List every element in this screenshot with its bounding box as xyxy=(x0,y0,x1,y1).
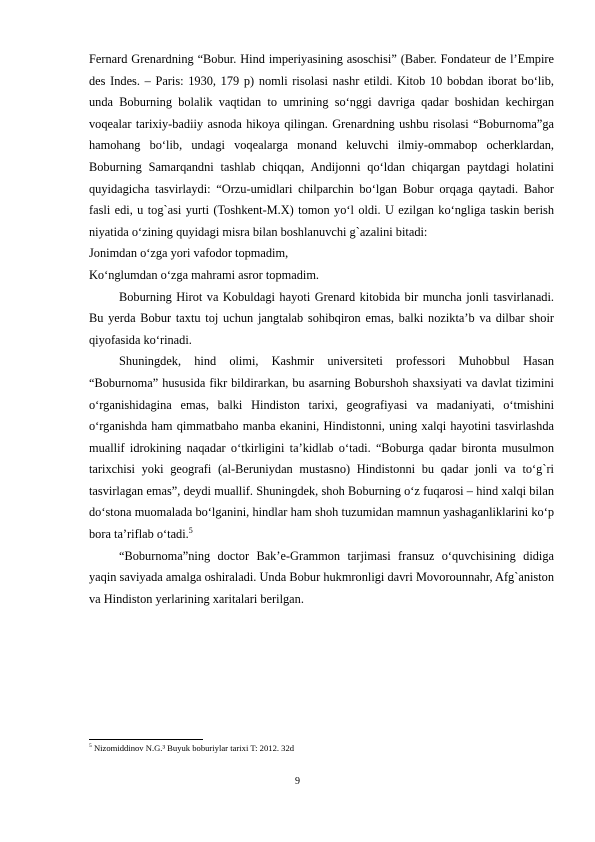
footnote xyxy=(89,743,294,754)
page-number: 9 xyxy=(295,776,300,787)
verse-line-2: Ko‘nglumdan o‘zga mahrami asror topmadim. xyxy=(89,267,320,282)
footnote-divider xyxy=(89,739,203,740)
body-text xyxy=(89,49,554,610)
paragraph-grenard: Fernard Grenardning “Bobur. Hind imperiyasining asoschisi” (Baber. Fondateur de l’Empire des Indes. – Paris: 1930, 179 p) nomli risolasi nashr etildi. Kitob 10 bobdan iborat bo‘lib, unda Boburning bolalik vaqtidan to umrining so‘nggi davriga qadar boshidan kechirgan voqealar tarixiy-badiiy asnoda hikoya qilingan. Grenardning ushbu risolasi “Boburnoma”ga hamohang bo‘lib, undagi voqealarga monand keluvchi ilmiy-ommabop ocherklardan, Boburning Samarqandni tashlab chiqqan, Andijonni qo‘ldan chiqargan paytdagi holatini quyidagicha tasvirlaydi: “Orzu-umidlari chilparchin bo‘lgan Bobur orqaga qaytadi. Bahor fasli edi, u tog`asi yurti (Toshkent-M.X) tomon yo‘l oldi. U ezilgan ko‘ngliga taskin berish niyatida o‘zining quyidagi misra bilan boshlanuvchi g`azalini bitadi: xyxy=(89,52,554,239)
paragraph-translation: “Boburnoma”ning doctor Bak’e-Grammon tarjimasi fransuz o‘quvchisining didiga yaqin saviyada amalga oshiraladi. Unda Bobur hukmronligi davri Movorounnahr, Afg`aniston va Hindiston yerlarining xaritalari berilgan. xyxy=(89,548,554,606)
paragraph-hasan xyxy=(89,351,554,545)
verse-line-1: Jonimdan o‘zga yori vafodor topmadim, xyxy=(89,246,289,261)
paragraph-hasan-text: Shuningdek, hind olimi, Kashmir universiteti professori Muhobbul Hasan “Boburnoma” hususida fikr bildirarkan, bu asarning Boburshoh shaxsiyati va davlat tizimini o‘rganishidagina emas, balki Hindiston tarixi, geografiyasi va madaniyati, o‘tmishini o‘rganishda ham qimmatbaho manba ekanini, Hindistonni, uning xalqi hayotini tasvirlashda muallif idrokining naqadar o‘tkirligini ta’kidlab o‘tadi. “Boburga qadar bironta musulmon tarixchisi yoki geografi (al-Beruniydan mustasno) Hindistonni bu qadar jonli va to‘g`ri tasvirlagan emas”, deydi muallif. Shuningdek, shoh Boburning o‘z fuqarosi – hind xalqi bilan do‘stona muomalada bo‘lganini, hindlar ham shoh tuzumidan mamnun yashaganliklarini ko‘p bora ta’riflab o‘tadi. xyxy=(89,354,554,542)
paragraph-herat-kabul: Boburning Hirot va Kobuldagi hayoti Grenard kitobida bir muncha jonli tasvirlanadi. Bu yerda Bobur taxtu toj uchun jangtalab sohibqiron emas, balki nozikta’b va dilbar shoir qiyofasida ko‘rinadi. xyxy=(89,289,554,347)
footnote-text: Nizomiddinov N.G.³ Buyuk boburiylar tarixi T: 2012. 32d xyxy=(91,743,295,753)
footnote-number: 5 xyxy=(89,743,92,750)
footnote-reference: 5 xyxy=(188,525,193,535)
